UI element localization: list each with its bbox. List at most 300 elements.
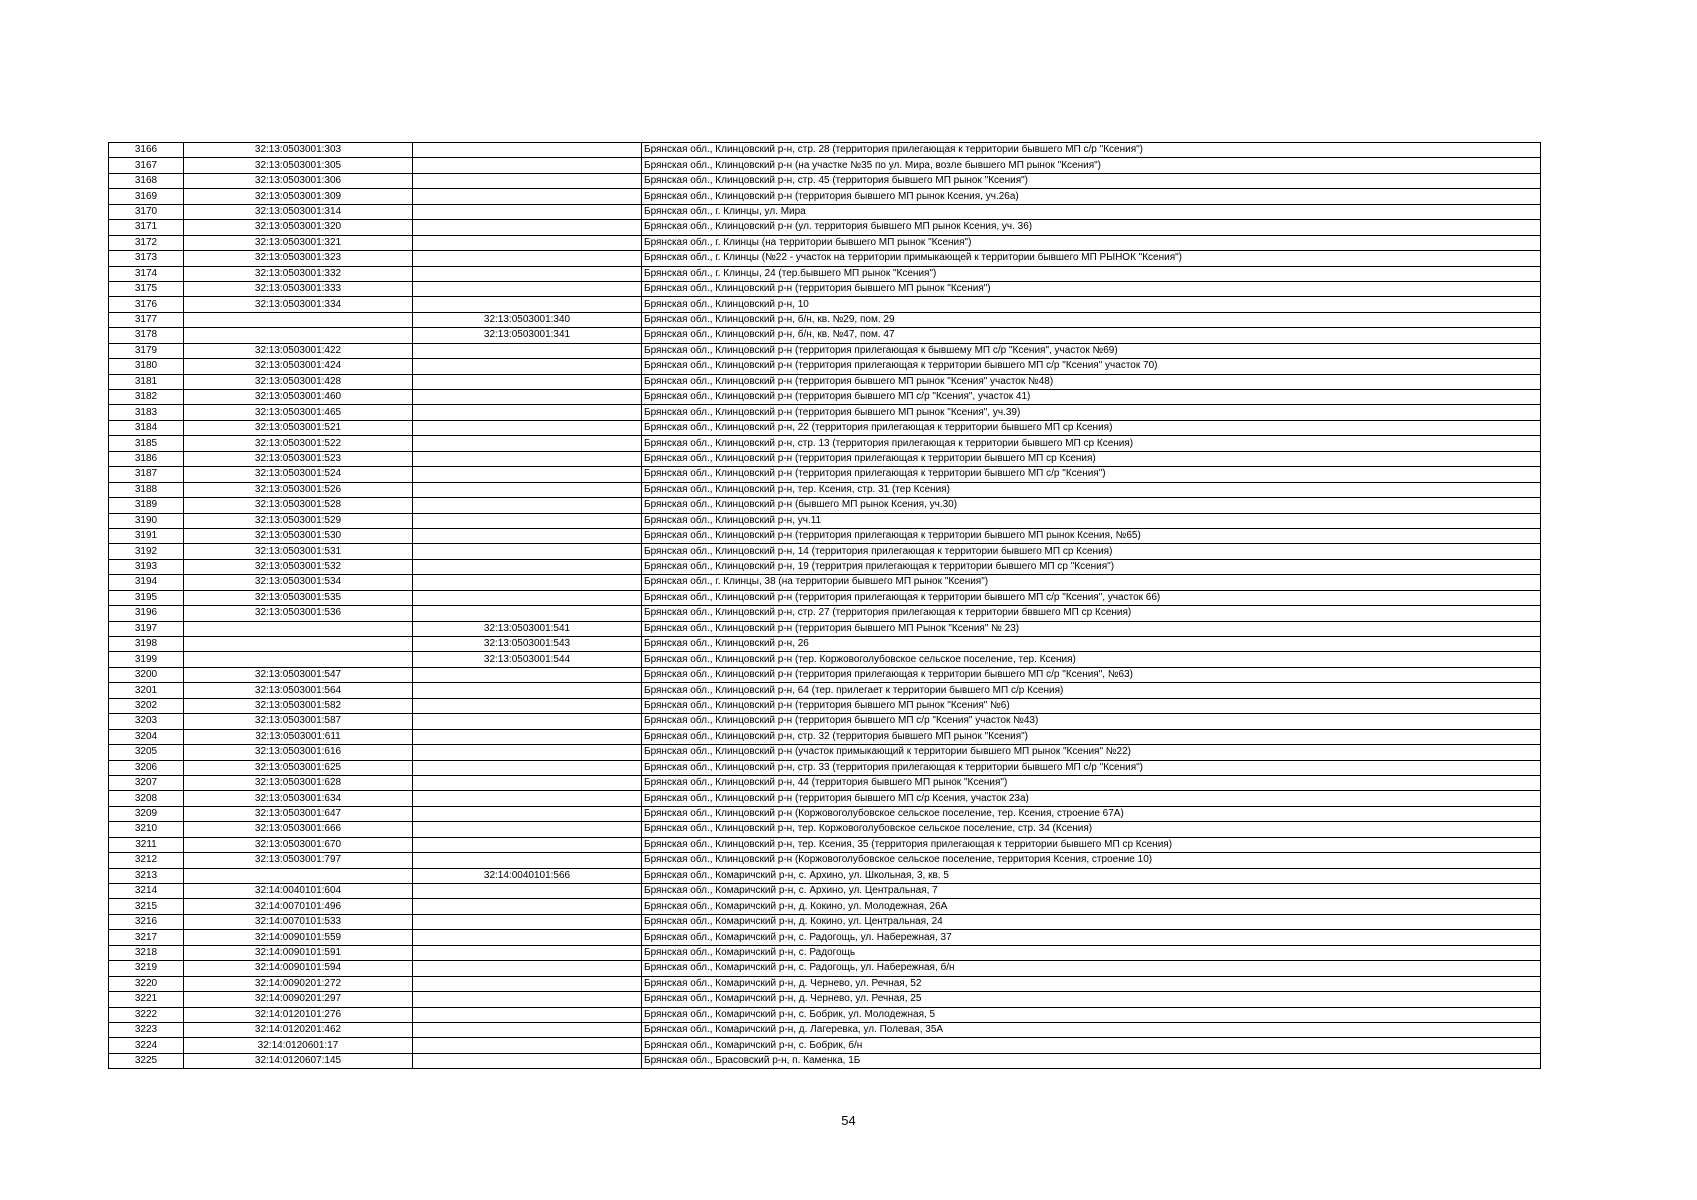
address: Брянская обл., Клинцовский р-н, стр. 28 (территория прилегающая к территории бывшего МП с/р "Ксения") (642, 143, 1541, 158)
cadastral-number: 32:13:0503001:428 (184, 374, 413, 389)
address: Брянская обл., Клинцовский р-н (бывшего МП рынок Ксения, уч.30) (642, 498, 1541, 513)
row-number: 3215 (109, 899, 184, 914)
cadastral-number: 32:13:0503001:524 (184, 467, 413, 482)
cadastral-number: 32:13:0503001:529 (184, 513, 413, 528)
cadastral-number-alt (413, 1022, 642, 1037)
cadastral-number: 32:13:0503001:523 (184, 451, 413, 466)
cadastral-number-alt (413, 992, 642, 1007)
address: Брянская обл., Клинцовский р-н (Коржовоголубовское сельское поселение, тер. Ксения, строение 67А) (642, 806, 1541, 821)
row-number: 3204 (109, 729, 184, 744)
table-row (109, 714, 1541, 729)
cadastral-number: 32:14:0090101:591 (184, 945, 413, 960)
cadastral-number: 32:13:0503001:530 (184, 528, 413, 543)
table-row (109, 806, 1541, 821)
cadastral-number: 32:13:0503001:536 (184, 606, 413, 621)
cadastral-number-alt: 32:13:0503001:543 (413, 637, 642, 652)
address: Брянская обл., Комаричский р-н, с. Радогощь (642, 945, 1541, 960)
table-row (109, 559, 1541, 574)
row-number: 3172 (109, 235, 184, 250)
cadastral-number-alt (413, 266, 642, 281)
row-number: 3195 (109, 590, 184, 605)
table-row (109, 359, 1541, 374)
row-number: 3208 (109, 791, 184, 806)
table-row (109, 1053, 1541, 1068)
table-row (109, 837, 1541, 852)
cadastral-number: 32:13:0503001:323 (184, 251, 413, 266)
cadastral-number-alt (413, 297, 642, 312)
cadastral-number: 32:13:0503001:465 (184, 405, 413, 420)
cadastral-number: 32:13:0503001:547 (184, 667, 413, 682)
cadastral-number-alt (413, 667, 642, 682)
row-number: 3174 (109, 266, 184, 281)
cadastral-number: 32:13:0503001:582 (184, 698, 413, 713)
row-number: 3176 (109, 297, 184, 312)
table-row (109, 390, 1541, 405)
table-row (109, 884, 1541, 899)
cadastral-number-alt (413, 482, 642, 497)
table-row (109, 343, 1541, 358)
table-row (109, 173, 1541, 188)
address: Брянская обл., Клинцовский р-н, тер. Ксения, стр. 31 (тер Ксения) (642, 482, 1541, 497)
cadastral-number: 32:13:0503001:334 (184, 297, 413, 312)
cadastral-number: 32:14:0090101:559 (184, 930, 413, 945)
row-number: 3180 (109, 359, 184, 374)
row-number: 3181 (109, 374, 184, 389)
address: Брянская обл., Клинцовский р-н (территория бывшего МП рынок "Ксения" №6) (642, 698, 1541, 713)
row-number: 3212 (109, 853, 184, 868)
row-number: 3184 (109, 420, 184, 435)
cadastral-number: 32:13:0503001:521 (184, 420, 413, 435)
cadastral-number-alt (413, 559, 642, 574)
cadastral-number-alt (413, 189, 642, 204)
row-number: 3198 (109, 637, 184, 652)
cadastral-number: 32:13:0503001:422 (184, 343, 413, 358)
row-number: 3192 (109, 544, 184, 559)
cadastral-number-alt (413, 436, 642, 451)
cadastral-number-alt: 32:14:0040101:566 (413, 868, 642, 883)
address: Брянская обл., Клинцовский р-н (территория прилегающая к территории бывшего МП с/р "Ксения") (642, 467, 1541, 482)
address: Брянская обл., Комаричский р-н, с. Архино, ул. Школьная, 3, кв. 5 (642, 868, 1541, 883)
cadastral-number-alt: 32:13:0503001:341 (413, 328, 642, 343)
cadastral-number (184, 312, 413, 327)
cadastral-number-alt (413, 914, 642, 929)
table-row (109, 899, 1541, 914)
cadastral-number-alt (413, 544, 642, 559)
table-row (109, 729, 1541, 744)
row-number: 3183 (109, 405, 184, 420)
row-number: 3200 (109, 667, 184, 682)
cadastral-number-alt (413, 204, 642, 219)
table-row (109, 637, 1541, 652)
address: Брянская обл., Клинцовский р-н (территория прилегающая к территории бывшего МП рынок Ксения, №65) (642, 528, 1541, 543)
cadastral-number-alt (413, 683, 642, 698)
cadastral-number: 32:14:0120101:276 (184, 1007, 413, 1022)
cadastral-number: 32:13:0503001:305 (184, 158, 413, 173)
row-number: 3173 (109, 251, 184, 266)
cadastral-number: 32:14:0070101:533 (184, 914, 413, 929)
row-number: 3211 (109, 837, 184, 852)
cadastral-number: 32:13:0503001:321 (184, 235, 413, 250)
cadastral-number-alt (413, 420, 642, 435)
row-number: 3178 (109, 328, 184, 343)
row-number: 3219 (109, 961, 184, 976)
address: Брянская обл., Комаричский р-н, д. Кокино, ул. Молодежная, 26А (642, 899, 1541, 914)
table-row (109, 760, 1541, 775)
table-row (109, 251, 1541, 266)
table-row (109, 667, 1541, 682)
table-row (109, 822, 1541, 837)
cadastral-number-alt: 32:13:0503001:541 (413, 621, 642, 636)
cadastral-number-alt (413, 235, 642, 250)
table-row (109, 436, 1541, 451)
cadastral-number: 32:13:0503001:797 (184, 853, 413, 868)
cadastral-number-alt (413, 760, 642, 775)
cadastral-number-alt (413, 467, 642, 482)
cadastral-number-alt (413, 698, 642, 713)
address: Брянская обл., Комаричский р-н, д. Чернево, ул. Речная, 52 (642, 976, 1541, 991)
cadastral-number-alt (413, 837, 642, 852)
cadastral-number-alt (413, 899, 642, 914)
row-number: 3191 (109, 528, 184, 543)
address: Брянская обл., Клинцовский р-н (территория бывшего МП с/р "Ксения" участок №43) (642, 714, 1541, 729)
address: Брянская обл., Клинцовский р-н, 22 (территория прилегающая к территории бывшего МП ср Ксения) (642, 420, 1541, 435)
address: Брянская обл., Клинцовский р-н (территория прилегающая к территории бывшего МП ср Ксения) (642, 451, 1541, 466)
cadastral-number-alt (413, 173, 642, 188)
address: Брянская обл., Клинцовский р-н, б/н, кв. №29, пом. 29 (642, 312, 1541, 327)
address: Брянская обл., Клинцовский р-н, уч.11 (642, 513, 1541, 528)
table-row (109, 775, 1541, 790)
table-row (109, 467, 1541, 482)
table-row (109, 1038, 1541, 1053)
row-number: 3193 (109, 559, 184, 574)
cadastral-number-alt (413, 143, 642, 158)
cadastral-number-alt (413, 853, 642, 868)
cadastral-number: 32:14:0090201:297 (184, 992, 413, 1007)
table-row (109, 945, 1541, 960)
address: Брянская обл., Клинцовский р-н (ул. территория бывшего МП рынок Ксения, уч. 36) (642, 220, 1541, 235)
table-row (109, 189, 1541, 204)
table-row (109, 1007, 1541, 1022)
address: Брянская обл., Комаричский р-н, д. Кокино, ул. Центральная, 24 (642, 914, 1541, 929)
address: Брянская обл., Комаричский р-н, д. Лагеревка, ул. Полевая, 35А (642, 1022, 1541, 1037)
address: Брянская обл., Клинцовский р-н, 64 (тер. прилегает к территории бывшего МП с/р Ксения) (642, 683, 1541, 698)
table-body (109, 143, 1541, 1069)
table-row (109, 652, 1541, 667)
address: Брянская обл., Клинцовский р-н (участок примыкающий к территории бывшего МП рынок "Ксения" №22) (642, 745, 1541, 760)
cadastral-number: 32:13:0503001:309 (184, 189, 413, 204)
row-number: 3199 (109, 652, 184, 667)
address: Брянская обл., Клинцовский р-н (территория прилегающая к территории бывшего МП с/р "Ксения", участок 66) (642, 590, 1541, 605)
cadastral-number (184, 328, 413, 343)
cadastral-number: 32:13:0503001:528 (184, 498, 413, 513)
table-row (109, 976, 1541, 991)
cadastral-number-alt (413, 343, 642, 358)
row-number: 3223 (109, 1022, 184, 1037)
address: Брянская обл., Клинцовский р-н (территория прилегающая к территории бывшего МП с/р "Ксения", №63) (642, 667, 1541, 682)
row-number: 3171 (109, 220, 184, 235)
address: Брянская обл., Клинцовский р-н, тер. Коржовоголубовское сельское поселение, стр. 34 (Ксения) (642, 822, 1541, 837)
cadastral-number-alt (413, 606, 642, 621)
address: Брянская обл., Клинцовский р-н, стр. 13 (территория прилегающая к территории бывшего МП ср Ксения) (642, 436, 1541, 451)
row-number: 3182 (109, 390, 184, 405)
row-number: 3167 (109, 158, 184, 173)
address: Брянская обл., Комаричский р-н, с. Архино, ул. Центральная, 7 (642, 884, 1541, 899)
row-number: 3221 (109, 992, 184, 1007)
cadastral-number-alt (413, 1007, 642, 1022)
cadastral-number: 32:13:0503001:522 (184, 436, 413, 451)
row-number: 3201 (109, 683, 184, 698)
cadastral-number-alt (413, 390, 642, 405)
cadastral-number-alt (413, 729, 642, 744)
address: Брянская обл., Клинцовский р-н, тер. Ксения, 35 (территория прилегающая к территории бывшего МП ср Ксения) (642, 837, 1541, 852)
row-number: 3189 (109, 498, 184, 513)
table-row (109, 143, 1541, 158)
table-row (109, 420, 1541, 435)
row-number: 3222 (109, 1007, 184, 1022)
table-row (109, 281, 1541, 296)
table-row (109, 575, 1541, 590)
cadastral-number: 32:13:0503001:611 (184, 729, 413, 744)
cadastral-number-alt (413, 158, 642, 173)
cadastral-number (184, 652, 413, 667)
cadastral-number-alt (413, 1038, 642, 1053)
address: Брянская обл., Клинцовский р-н, 26 (642, 637, 1541, 652)
address: Брянская обл., Клинцовский р-н, 14 (территория прилегающая к территории бывшего МП ср Ксения) (642, 544, 1541, 559)
address: Брянская обл., г. Клинцы (на территории бывшего МП рынок "Ксения") (642, 235, 1541, 250)
cadastral-number: 32:13:0503001:424 (184, 359, 413, 374)
table-row (109, 590, 1541, 605)
table-row (109, 405, 1541, 420)
address: Брянская обл., Брасовский р-н, п. Каменка, 1Б (642, 1053, 1541, 1068)
address: Брянская обл., Клинцовский р-н, стр. 27 (территория прилегающая к территории бввшего МП ср Ксения) (642, 606, 1541, 621)
cadastral-number: 32:13:0503001:314 (184, 204, 413, 219)
address: Брянская обл., Клинцовский р-н (тер. Коржовоголубовское сельское поселение, тер. Ксения) (642, 652, 1541, 667)
address: Брянская обл., г. Клинцы, 24 (тер.бывшего МП рынок "Ксения") (642, 266, 1541, 281)
cadastral-number-alt (413, 930, 642, 945)
table-row (109, 312, 1541, 327)
row-number: 3196 (109, 606, 184, 621)
cadastral-number-alt (413, 513, 642, 528)
row-number: 3217 (109, 930, 184, 945)
page-number: 54 (841, 1113, 856, 1128)
address: Брянская обл., Клинцовский р-н, 44 (территория бывшего МП рынок "Ксения") (642, 775, 1541, 790)
address: Брянская обл., Комаричский р-н, с. Радогощь, ул. Набережная, б/н (642, 961, 1541, 976)
cadastral-number-alt (413, 822, 642, 837)
address: Брянская обл., г. Клинцы, 38 (на территории бывшего МП рынок "Ксения") (642, 575, 1541, 590)
cadastral-number (184, 637, 413, 652)
row-number: 3177 (109, 312, 184, 327)
table-row (109, 745, 1541, 760)
address: Брянская обл., Клинцовский р-н (на участке №35 по ул. Мира, возле бывшего МП рынок "Ксения") (642, 158, 1541, 173)
cadastral-number-alt (413, 405, 642, 420)
table-row (109, 992, 1541, 1007)
cadastral-number-alt (413, 945, 642, 960)
row-number: 3209 (109, 806, 184, 821)
address: Брянская обл., Клинцовский р-н (территория бывшего МП Рынок "Ксения" № 23) (642, 621, 1541, 636)
cadastral-number-alt: 32:13:0503001:544 (413, 652, 642, 667)
address: Брянская обл., Клинцовский р-н, б/н, кв. №47, пом. 47 (642, 328, 1541, 343)
cadastral-number-alt (413, 745, 642, 760)
cadastral-number-alt (413, 884, 642, 899)
table-row (109, 961, 1541, 976)
cadastral-number-alt (413, 251, 642, 266)
cadastral-number-alt (413, 281, 642, 296)
row-number: 3203 (109, 714, 184, 729)
table-row (109, 158, 1541, 173)
address: Брянская обл., Клинцовский р-н (территория бывшего МП рынок Ксения, уч.26а) (642, 189, 1541, 204)
cadastral-number: 32:13:0503001:666 (184, 822, 413, 837)
document-page (108, 142, 1541, 1069)
cadastral-number: 32:13:0503001:306 (184, 173, 413, 188)
cadastral-number: 32:14:0120601:17 (184, 1038, 413, 1053)
address: Брянская обл., Комаричский р-н, с. Бобрик, ул. Молодежная, 5 (642, 1007, 1541, 1022)
row-number: 3188 (109, 482, 184, 497)
row-number: 3206 (109, 760, 184, 775)
row-number: 3170 (109, 204, 184, 219)
cadastral-number: 32:13:0503001:303 (184, 143, 413, 158)
table-row (109, 451, 1541, 466)
cadastral-number: 32:13:0503001:564 (184, 683, 413, 698)
cadastral-number (184, 868, 413, 883)
table-row (109, 204, 1541, 219)
row-number: 3210 (109, 822, 184, 837)
table-row (109, 930, 1541, 945)
table-row (109, 698, 1541, 713)
address: Брянская обл., г. Клинцы (№22 - участок на территории примыкающей к территории бывшего МП РЫНОК "Ксения") (642, 251, 1541, 266)
address: Брянская обл., Комаричский р-н, д. Чернево, ул. Речная, 25 (642, 992, 1541, 1007)
table-row (109, 297, 1541, 312)
cadastral-number (184, 621, 413, 636)
address: Брянская обл., Клинцовский р-н, 10 (642, 297, 1541, 312)
cadastral-number-alt (413, 714, 642, 729)
table-row (109, 853, 1541, 868)
cadastral-number-alt (413, 498, 642, 513)
table-row (109, 1022, 1541, 1037)
row-number: 3220 (109, 976, 184, 991)
address: Брянская обл., Клинцовский р-н (территория бывшего МП рынок "Ксения", уч.39) (642, 405, 1541, 420)
cadastral-number: 32:13:0503001:531 (184, 544, 413, 559)
cadastral-number-alt (413, 575, 642, 590)
cadastral-number-alt (413, 528, 642, 543)
row-number: 3175 (109, 281, 184, 296)
table-row (109, 528, 1541, 543)
address: Брянская обл., Клинцовский р-н (территория прилегающая к территории бывшего МП с/р "Ксения" участок 70) (642, 359, 1541, 374)
address: Брянская обл., Клинцовский р-н (Коржовоголубовское сельское поселение, территория Ксения, строение 10) (642, 853, 1541, 868)
cadastral-number-alt (413, 220, 642, 235)
cadastral-number-alt (413, 976, 642, 991)
cadastral-number: 32:13:0503001:628 (184, 775, 413, 790)
row-number: 3218 (109, 945, 184, 960)
address: Брянская обл., Клинцовский р-н (территория бывшего МП с/р Ксения, участок 23а) (642, 791, 1541, 806)
address: Брянская обл., Клинцовский р-н (территория бывшего МП с/р "Ксения", участок 41) (642, 390, 1541, 405)
cadastral-table (108, 142, 1541, 1069)
cadastral-number: 32:13:0503001:670 (184, 837, 413, 852)
address: Брянская обл., Клинцовский р-н (территория бывшего МП рынок "Ксения" участок №48) (642, 374, 1541, 389)
address: Брянская обл., Комаричский р-н, с. Радогощь, ул. Набережная, 37 (642, 930, 1541, 945)
cadastral-number: 32:14:0120201:462 (184, 1022, 413, 1037)
address: Брянская обл., Клинцовский р-н (территория прилегающая к бывшему МП с/р "Ксения", участок №69) (642, 343, 1541, 358)
cadastral-number: 32:13:0503001:535 (184, 590, 413, 605)
table-row (109, 683, 1541, 698)
table-row (109, 791, 1541, 806)
address: Брянская обл., Клинцовский р-н, стр. 45 (территория бывшего МП рынок "Ксения") (642, 173, 1541, 188)
cadastral-number: 32:14:0070101:496 (184, 899, 413, 914)
cadastral-number: 32:13:0503001:526 (184, 482, 413, 497)
row-number: 3166 (109, 143, 184, 158)
row-number: 3186 (109, 451, 184, 466)
cadastral-number-alt (413, 806, 642, 821)
cadastral-number-alt (413, 590, 642, 605)
address: Брянская обл., г. Клинцы, ул. Мира (642, 204, 1541, 219)
address: Брянская обл., Клинцовский р-н, стр. 33 (территория прилегающая к территории бывшего МП с/р "Ксения") (642, 760, 1541, 775)
address: Брянская обл., Комаричский р-н, с. Бобрик, б/н (642, 1038, 1541, 1053)
cadastral-number: 32:13:0503001:532 (184, 559, 413, 574)
cadastral-number: 32:13:0503001:332 (184, 266, 413, 281)
row-number: 3214 (109, 884, 184, 899)
cadastral-number: 32:13:0503001:333 (184, 281, 413, 296)
cadastral-number: 32:13:0503001:616 (184, 745, 413, 760)
row-number: 3169 (109, 189, 184, 204)
table-row (109, 621, 1541, 636)
table-row (109, 513, 1541, 528)
cadastral-number-alt: 32:13:0503001:340 (413, 312, 642, 327)
table-row (109, 544, 1541, 559)
row-number: 3224 (109, 1038, 184, 1053)
address: Брянская обл., Клинцовский р-н, стр. 32 (территория бывшего МП рынок "Ксения") (642, 729, 1541, 744)
table-row (109, 235, 1541, 250)
row-number: 3185 (109, 436, 184, 451)
address: Брянская обл., Клинцовский р-н (территория бывшего МП рынок "Ксения") (642, 281, 1541, 296)
table-row (109, 328, 1541, 343)
row-number: 3179 (109, 343, 184, 358)
row-number: 3190 (109, 513, 184, 528)
address: Брянская обл., Клинцовский р-н, 19 (территрия прилегающая к территории бывшего МП ср "Ксения") (642, 559, 1541, 574)
cadastral-number-alt (413, 791, 642, 806)
cadastral-number: 32:14:0120607:145 (184, 1053, 413, 1068)
cadastral-number: 32:14:0040101:604 (184, 884, 413, 899)
row-number: 3213 (109, 868, 184, 883)
cadastral-number: 32:14:0090101:594 (184, 961, 413, 976)
row-number: 3194 (109, 575, 184, 590)
cadastral-number: 32:13:0503001:534 (184, 575, 413, 590)
row-number: 3205 (109, 745, 184, 760)
table-row (109, 374, 1541, 389)
cadastral-number-alt (413, 775, 642, 790)
table-row (109, 498, 1541, 513)
row-number: 3187 (109, 467, 184, 482)
row-number: 3168 (109, 173, 184, 188)
table-row (109, 868, 1541, 883)
table-row (109, 482, 1541, 497)
row-number: 3216 (109, 914, 184, 929)
table-row (109, 220, 1541, 235)
table-row (109, 266, 1541, 281)
table-row (109, 914, 1541, 929)
cadastral-number-alt (413, 1053, 642, 1068)
row-number: 3197 (109, 621, 184, 636)
cadastral-number-alt (413, 451, 642, 466)
cadastral-number: 32:14:0090201:272 (184, 976, 413, 991)
cadastral-number: 32:13:0503001:647 (184, 806, 413, 821)
cadastral-number-alt (413, 961, 642, 976)
row-number: 3202 (109, 698, 184, 713)
row-number: 3225 (109, 1053, 184, 1068)
table-row (109, 606, 1541, 621)
row-number: 3207 (109, 775, 184, 790)
cadastral-number: 32:13:0503001:634 (184, 791, 413, 806)
cadastral-number: 32:13:0503001:587 (184, 714, 413, 729)
cadastral-number: 32:13:0503001:625 (184, 760, 413, 775)
